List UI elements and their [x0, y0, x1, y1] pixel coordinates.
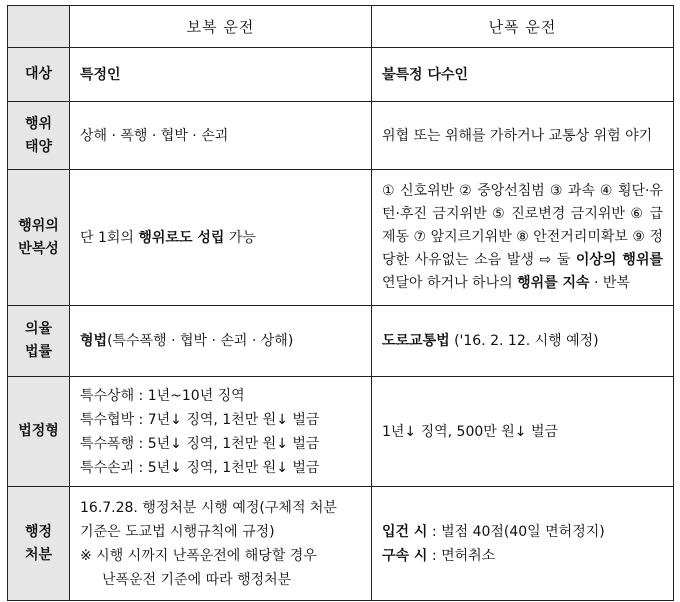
row-admin	[8, 487, 674, 601]
repetition-retaliation: 단 1회의 행위로도 성립 가능	[70, 170, 372, 306]
row-target	[8, 48, 674, 102]
penalty-line: 특수폭행 : 5년↓ 징역, 1천만 원↓ 벌금	[80, 435, 320, 452]
target-retaliation: 특정인	[70, 48, 372, 102]
header-row	[8, 6, 674, 48]
row-repetition	[8, 170, 674, 306]
admin-retaliation: 16.7.28. 행정처분 시행 예정(구체적 처분 기준은 도교법 시행규칙에 규정) ※ 시행 시까지 난폭운전에 해당할 경우 난폭운전 기준에 따라 행정처분	[70, 487, 372, 601]
admin-reckless: 입건 시 : 벌점 40점(40일 면허정지) 구속 시 : 면허취소	[372, 487, 674, 601]
penalty-line: 특수손괴 : 5년↓ 징역, 1천만 원↓ 벌금	[80, 459, 320, 476]
row-label-target: 대상	[8, 48, 70, 102]
act-reckless: 위협 또는 위해를 가하거나 교통상 위험 야기	[372, 102, 674, 170]
law-reckless: 도로교통법 ('16. 2. 12. 시행 예정)	[372, 306, 674, 377]
row-label-penalty: 법정형	[8, 377, 70, 487]
penalty-line: 특수협박 : 7년↓ 징역, 1천만 원↓ 벌금	[80, 411, 320, 428]
row-label-act: 행위 태양	[8, 102, 70, 170]
penalty-line: 특수상해 : 1년~10년 징역	[80, 387, 245, 404]
row-act	[8, 102, 674, 170]
header-corner	[8, 6, 70, 48]
row-law	[8, 306, 674, 377]
row-penalty	[8, 377, 674, 487]
repetition-reckless: ① 신호위반 ② 중앙선침범 ③ 과속 ④ 횡단·유턴·후진 금지위반 ⑤ 진로변경 금지위반 ⑥ 급제동 ⑦ 앞지르기위반 ⑧ 안전거리미확보 ⑨ 정당한 사유없는 소음 발생 ⇨ 둘 이상의 행위를 연달아 하거나 하나의 행위를 지속 · 반복	[372, 170, 674, 306]
act-retaliation: 상해 · 폭행 · 협박 · 손괴	[70, 102, 372, 170]
row-label-law: 의율 법률	[8, 306, 70, 377]
comparison-table	[7, 5, 674, 601]
header-retaliation: 보복 운전	[70, 6, 372, 48]
header-reckless: 난폭 운전	[372, 6, 674, 48]
law-retaliation: 형법(특수폭행 · 협박 · 손괴 · 상해)	[70, 306, 372, 377]
target-reckless: 불특정 다수인	[372, 48, 674, 102]
penalty-retaliation	[70, 377, 372, 487]
penalty-reckless: 1년↓ 징역, 500만 원↓ 벌금	[372, 377, 674, 487]
row-label-repetition: 행위의 반복성	[8, 170, 70, 306]
row-label-admin: 행정 처분	[8, 487, 70, 601]
